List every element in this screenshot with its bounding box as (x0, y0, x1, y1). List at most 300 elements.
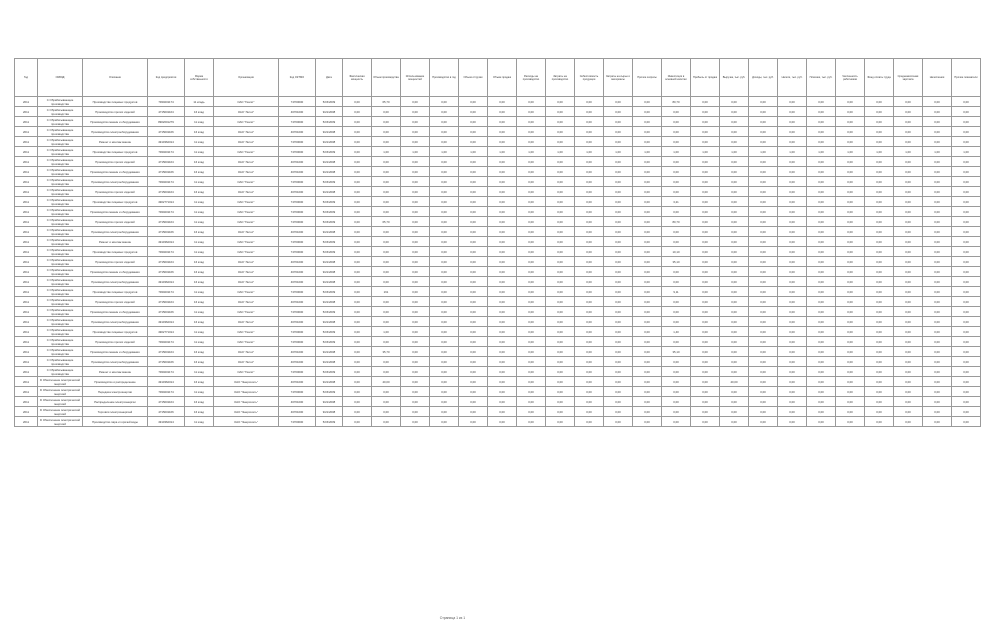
table-cell: 0,00 (836, 357, 865, 367)
table-cell: 0,00 (343, 347, 372, 357)
table-cell: 0,00 (517, 167, 546, 177)
table-cell: 2011 (15, 247, 38, 257)
table-cell: 0,00 (865, 327, 894, 337)
table-cell: 0,00 (865, 97, 894, 107)
table-cell: 0,00 (807, 257, 836, 267)
table-cell: 10,10 (662, 247, 691, 257)
table-cell: 0,00 (604, 217, 633, 227)
table-cell: 0,00 (372, 177, 401, 187)
table-cell: 0,00 (343, 207, 372, 217)
table-cell: 0,00 (807, 227, 836, 237)
table-cell: 0,00 (401, 387, 430, 397)
table-cell: 0,00 (604, 187, 633, 197)
table-cell: 9/21/2008 (316, 377, 343, 387)
table-cell: 0,00 (691, 307, 720, 317)
table-cell: 2011 (15, 227, 38, 237)
table-cell: 2011 (15, 127, 38, 137)
table-cell: 0,00 (546, 177, 575, 187)
table-cell: 0,00 (546, 247, 575, 257)
table-cell: 46701000 (279, 267, 316, 277)
table-cell: 0,00 (401, 97, 430, 107)
table-cell: 0,00 (865, 397, 894, 407)
table-cell: 0,00 (430, 347, 459, 357)
table-cell: 0,00 (401, 367, 430, 377)
table-cell: 0,00 (459, 297, 488, 307)
table-cell: 0,00 (575, 237, 604, 247)
table-cell: 0,00 (662, 267, 691, 277)
table-cell: 0,00 (430, 227, 459, 237)
table-cell: 0,00 (749, 297, 778, 307)
table-row (15, 217, 981, 227)
table-cell: 0,00 (662, 277, 691, 287)
table-cell: 16 клад (185, 347, 214, 357)
table-cell: 0,00 (459, 197, 488, 207)
table-cell: 0,00 (691, 137, 720, 147)
table-cell: 0,00 (488, 217, 517, 227)
table-cell: 0,00 (952, 187, 981, 197)
table-cell: 0,00 (691, 327, 720, 337)
table-cell: 0,00 (343, 177, 372, 187)
table-cell: 0,00 (488, 157, 517, 167)
table-cell: 0,00 (401, 417, 430, 427)
table-cell: 0,00 (807, 357, 836, 367)
table-cell: 0,00 (372, 387, 401, 397)
table-cell: 35,10 (662, 257, 691, 267)
table-cell: 0,00 (691, 197, 720, 207)
table-cell: 2011 (15, 147, 38, 157)
table-cell: 2011 (15, 307, 38, 317)
table-cell: 0,00 (662, 157, 691, 167)
table-cell: 0,00 (865, 407, 894, 417)
table-cell: 0,00 (401, 227, 430, 237)
table-cell: 0,00 (952, 367, 981, 377)
table-cell: 0,00 (836, 237, 865, 247)
table-cell: ОАО "Летос" (214, 277, 279, 287)
table-cell: 0,00 (778, 397, 807, 407)
table-cell: 0,00 (749, 117, 778, 127)
table-cell: 0,00 (546, 227, 575, 237)
table-cell: 0,00 (633, 167, 662, 177)
table-cell: 1,00 (662, 147, 691, 157)
table-cell: 0,00 (836, 97, 865, 107)
table-cell: 0,00 (749, 267, 778, 277)
table-cell: С Обрабатывающие производства (38, 117, 83, 127)
table-cell: 0,00 (778, 187, 807, 197)
table-row (15, 127, 981, 137)
table-cell: 2011 (15, 417, 38, 427)
table-cell: 0,00 (662, 367, 691, 377)
table-cell: 0,00 (662, 237, 691, 247)
table-cell: 0,00 (836, 337, 865, 347)
table-cell: 0,00 (923, 267, 952, 277)
table-cell: 1,00 (778, 147, 807, 157)
table-cell: ОАО "Энергосеть" (214, 397, 279, 407)
table-cell: 0,00 (865, 417, 894, 427)
table-cell: ОАО "Летос" (214, 157, 279, 167)
table-cell: С Обрабатывающие производства (38, 287, 83, 297)
table-cell: 0,00 (778, 417, 807, 427)
table-cell: 0,00 (894, 197, 923, 207)
table-cell: 0,00 (778, 287, 807, 297)
table-cell: 1,00 (836, 147, 865, 157)
table-cell: 0,00 (546, 117, 575, 127)
table-cell: 2011 (15, 257, 38, 267)
table-cell: 0,00 (720, 237, 749, 247)
table-cell: 0,00 (749, 127, 778, 137)
table-cell: 2011 (15, 347, 38, 357)
table-cell: 0,00 (488, 227, 517, 237)
table-cell: 0,00 (894, 177, 923, 187)
table-row (15, 357, 981, 367)
table-cell: 0,00 (401, 137, 430, 147)
table-cell: 0,00 (807, 177, 836, 187)
table-cell: 0,00 (459, 217, 488, 227)
table-cell: 0,00 (952, 417, 981, 427)
table-cell: 0,00 (459, 107, 488, 117)
table-cell: 0,00 (865, 227, 894, 237)
table-cell: 0,00 (517, 337, 546, 347)
table-cell: 0,00 (546, 337, 575, 347)
table-cell: 0,00 (372, 317, 401, 327)
table-cell: 0,00 (691, 217, 720, 227)
table-cell: 0,00 (807, 237, 836, 247)
table-cell: 0,00 (691, 357, 720, 367)
table-cell: 0,00 (604, 247, 633, 257)
table-cell: 0,00 (604, 117, 633, 127)
table-cell: 0,00 (836, 207, 865, 217)
table-cell: 9/21/2008 (316, 277, 343, 287)
table-cell: 0,00 (778, 277, 807, 287)
page-footer: Страница 1 из 1 (439, 616, 466, 620)
table-row (15, 277, 981, 287)
table-cell: 2011 (15, 377, 38, 387)
table-cell: 1,00 (894, 147, 923, 157)
column-header: Прибыль от продаж (691, 59, 720, 97)
table-cell: 5/15/2009 (316, 237, 343, 247)
table-cell: 0,00 (894, 247, 923, 257)
table-cell: 0,00 (836, 297, 865, 307)
table-cell: 0,00 (430, 377, 459, 387)
table-cell: 0,00 (633, 397, 662, 407)
table-cell: 0,00 (749, 167, 778, 177)
table-cell: 4715001164 (148, 297, 185, 307)
table-cell: 0,00 (459, 397, 488, 407)
table-cell: 4910362014 (148, 237, 185, 247)
table-cell: 0,00 (749, 287, 778, 297)
table-cell: 0,00 (575, 107, 604, 117)
table-cell: 0,00 (372, 137, 401, 147)
table-row (15, 137, 981, 147)
table-cell: 0,00 (807, 407, 836, 417)
table-cell: 0,00 (778, 167, 807, 177)
column-header: Код предприятия (148, 59, 185, 97)
table-cell: 0,00 (691, 107, 720, 117)
table-cell: 46701000 (279, 127, 316, 137)
table-cell: 0,00 (575, 317, 604, 327)
table-cell: 0,00 (575, 197, 604, 207)
table-cell: 0,00 (430, 197, 459, 207)
table-cell: 0,00 (952, 397, 981, 407)
table-cell: 0,00 (778, 237, 807, 247)
table-cell: 0,00 (401, 167, 430, 177)
table-cell: 0,00 (691, 347, 720, 357)
table-cell: Производство пищевых продуктов (83, 327, 148, 337)
column-header: Код ОКТМО (279, 59, 316, 97)
table-cell: 0,00 (517, 407, 546, 417)
table-cell: 0,00 (343, 337, 372, 347)
table-cell: 9/21/2008 (316, 317, 343, 327)
table-cell: 0,00 (836, 267, 865, 277)
table-cell: 0,00 (546, 207, 575, 217)
table-cell: 0,00 (459, 207, 488, 217)
table-cell: 74700000 (279, 217, 316, 227)
table-cell: 0,00 (546, 217, 575, 227)
table-cell: 11 клад (185, 147, 214, 157)
table-cell: 0,00 (749, 237, 778, 247)
table-cell: 7930201174 (148, 207, 185, 217)
table-cell: 0,00 (952, 307, 981, 317)
table-cell: 0,00 (575, 367, 604, 377)
table-cell: 0,00 (430, 407, 459, 417)
table-cell: 2011 (15, 337, 38, 347)
table-cell: 0,00 (633, 407, 662, 417)
table-cell: 0,00 (459, 127, 488, 137)
table-cell: ОАО "Гиагит" (214, 337, 279, 347)
table-cell: 0,00 (517, 187, 546, 197)
table-cell: 0,00 (952, 337, 981, 347)
table-cell: 0,00 (517, 357, 546, 367)
table-cell: 1,00 (430, 147, 459, 157)
table-cell: 2011 (15, 177, 38, 187)
table-cell: ОАО "Летос" (214, 347, 279, 357)
table-cell: 0,00 (720, 397, 749, 407)
table-cell: 4715001166 (148, 357, 185, 367)
table-cell: 0,00 (720, 137, 749, 147)
table-cell: 2011 (15, 297, 38, 307)
table-cell: 0,00 (807, 127, 836, 137)
table-cell: 0,00 (836, 187, 865, 197)
table-cell: 0,00 (459, 97, 488, 107)
table-cell: 0,00 (836, 287, 865, 297)
table-cell: 0,00 (430, 107, 459, 117)
table-cell: 0,00 (546, 257, 575, 267)
table-cell: 0,00 (778, 157, 807, 167)
table-cell: 0,00 (633, 377, 662, 387)
table-cell: 0,00 (546, 357, 575, 367)
table-header (15, 59, 981, 97)
table-cell: 0,00 (343, 267, 372, 277)
table-cell: Распределение электроэнергии (83, 397, 148, 407)
table-cell: 0,00 (952, 217, 981, 227)
table-cell: 0,00 (575, 357, 604, 367)
table-cell: 0,00 (749, 397, 778, 407)
table-cell: 0,00 (894, 377, 923, 387)
table-cell: 46701000 (279, 357, 316, 367)
table-cell: 0,00 (894, 257, 923, 267)
table-cell: 0,00 (836, 327, 865, 337)
table-cell: 0,00 (778, 337, 807, 347)
table-cell: 0,00 (401, 337, 430, 347)
table-cell: 0,00 (749, 377, 778, 387)
table-cell: 46701000 (279, 397, 316, 407)
table-cell: С Обрабатывающие производства (38, 177, 83, 187)
table-cell: 0,00 (952, 407, 981, 417)
table-cell: 0,00 (923, 297, 952, 307)
table-cell: 0,00 (633, 297, 662, 307)
table-cell: 0,00 (778, 107, 807, 117)
table-cell: 0,00 (662, 377, 691, 387)
table-cell: 0,00 (749, 157, 778, 167)
table-cell: 0,00 (923, 207, 952, 217)
table-cell: 0,00 (604, 237, 633, 247)
table-cell: 2011 (15, 267, 38, 277)
table-cell: 0,00 (488, 267, 517, 277)
table-cell: 16 клад (185, 407, 214, 417)
table-cell: 0,00 (604, 367, 633, 377)
table-cell: 0,00 (778, 387, 807, 397)
table-cell: 5/15/2009 (316, 387, 343, 397)
table-cell: 0,00 (401, 267, 430, 277)
table-row (15, 397, 981, 407)
table-cell: 0,00 (865, 187, 894, 197)
table-cell: 2011 (15, 317, 38, 327)
table-cell: 0,00 (575, 217, 604, 227)
table-cell: 0,00 (836, 167, 865, 177)
table-cell: 0,00 (343, 377, 372, 387)
table-cell: 0,00 (459, 347, 488, 357)
table-cell: 74700000 (279, 367, 316, 377)
table-cell: 0,00 (749, 247, 778, 257)
table-cell: 0,00 (633, 237, 662, 247)
table-cell: 0,00 (633, 337, 662, 347)
table-cell: 0,00 (807, 347, 836, 357)
table-cell: 2011 (15, 107, 38, 117)
table-cell: 2011 (15, 237, 38, 247)
table-cell: 0,00 (720, 407, 749, 417)
table-row (15, 147, 981, 157)
table-cell: 11 клад (185, 237, 214, 247)
header-row (15, 59, 981, 97)
table-cell: 0,00 (430, 217, 459, 227)
column-header: Использование мощностей (401, 59, 430, 97)
column-header: ОКВЭД (38, 59, 83, 97)
table-cell: 0,00 (778, 307, 807, 317)
table-cell: 0,00 (633, 417, 662, 427)
table-cell: 11 клад (185, 367, 214, 377)
table-cell: 0,00 (952, 267, 981, 277)
table-cell: 0,00 (459, 307, 488, 317)
table-row (15, 337, 981, 347)
table-cell: 0,00 (459, 407, 488, 417)
table-cell: 0,00 (517, 217, 546, 227)
table-cell: С Обрабатывающие производства (38, 257, 83, 267)
table-cell: 0,00 (575, 397, 604, 407)
column-header: Расходы на производство (517, 59, 546, 97)
table-cell: 0,00 (546, 417, 575, 427)
table-cell: Ремонт и монтаж машин (83, 237, 148, 247)
table-cell: 1,00 (604, 147, 633, 157)
table-cell: 0,00 (633, 387, 662, 397)
table-cell: 0,00 (604, 397, 633, 407)
table-cell: 0,00 (749, 327, 778, 337)
table-cell: 0,00 (604, 387, 633, 397)
table-cell: 0,00 (865, 137, 894, 147)
table-cell: 0,00 (372, 417, 401, 427)
table-cell: 0,00 (488, 247, 517, 257)
table-cell: 1,40 (662, 327, 691, 337)
table-cell: 0,00 (633, 197, 662, 207)
table-cell: 0,00 (778, 97, 807, 107)
table-cell: 0,00 (575, 417, 604, 427)
table-cell: 0,00 (749, 337, 778, 347)
table-cell: 40,00 (372, 377, 401, 387)
table-cell: 0,00 (546, 187, 575, 197)
table-cell: С Обрабатывающие производства (38, 217, 83, 227)
table-cell: 0,00 (575, 277, 604, 287)
table-cell: 0,00 (778, 297, 807, 307)
table-cell: 0,00 (575, 407, 604, 417)
table-cell: 0,00 (604, 97, 633, 107)
table-cell: 0,00 (691, 277, 720, 287)
table-cell: Производство пищевых продуктов (83, 247, 148, 257)
table-cell: 0,00 (865, 217, 894, 227)
table-cell: 0,00 (604, 307, 633, 317)
table-cell: 0,00 (778, 247, 807, 257)
table-cell: 0,00 (430, 337, 459, 347)
table-cell: 0,00 (401, 177, 430, 187)
table-cell: ОАО "Энергосеть" (214, 377, 279, 387)
table-cell: 0,00 (372, 307, 401, 317)
table-cell: 0,00 (575, 327, 604, 337)
table-cell: 0,00 (604, 357, 633, 367)
table-cell: 0,00 (517, 397, 546, 407)
table-cell: 8902001279 (148, 117, 185, 127)
table-cell: 0,00 (807, 187, 836, 197)
table-cell: 0,00 (546, 297, 575, 307)
table-cell: 0,00 (401, 287, 430, 297)
table-cell: 0,00 (604, 267, 633, 277)
table-cell: 0,00 (517, 257, 546, 267)
table-cell: 0,00 (343, 327, 372, 337)
table-cell: 0,00 (749, 207, 778, 217)
table-cell: 0,00 (720, 267, 749, 277)
table-cell: 11 клад (185, 387, 214, 397)
table-cell: 0,00 (749, 187, 778, 197)
table-cell: 5/15/2009 (316, 337, 343, 347)
table-body (15, 97, 981, 427)
table-cell: Производство машин и оборудования (83, 207, 148, 217)
table-cell: 0,00 (691, 267, 720, 277)
table-cell: 1,00 (401, 147, 430, 157)
table-cell: 11 кладь (185, 97, 214, 107)
table-cell: 2011 (15, 357, 38, 367)
table-cell: 0,00 (401, 247, 430, 257)
table-cell: Передача электроэнергии (83, 387, 148, 397)
table-row (15, 187, 981, 197)
table-cell: 0,00 (720, 177, 749, 187)
table-cell: 0,00 (923, 287, 952, 297)
table-cell: 2011 (15, 407, 38, 417)
table-cell: С Обрабатывающие производства (38, 267, 83, 277)
table-cell: 0,00 (952, 277, 981, 287)
table-cell: 0,00 (749, 357, 778, 367)
table-cell: 0,00 (517, 97, 546, 107)
table-cell: 4715001164 (148, 347, 185, 357)
column-header: Прочие показатели (952, 59, 981, 97)
table-cell: 0,00 (575, 167, 604, 177)
table-cell: 0,00 (923, 97, 952, 107)
table-cell: 0,00 (430, 177, 459, 187)
